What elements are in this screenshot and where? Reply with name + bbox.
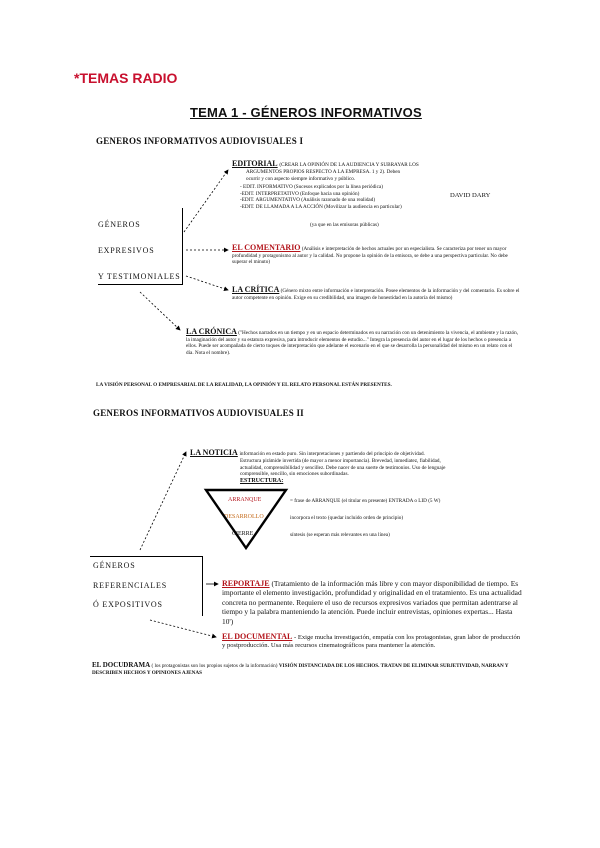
noticia-title: LA NOTICIA	[190, 448, 238, 457]
editorial-item: -EDIT. INTERPRETATIVO (Enfoque hacia una opinión)	[240, 190, 360, 197]
tri-desc-2: incorpora el texto (quedar incluido orden de principio)	[290, 515, 404, 521]
section1-label-1: GÉNEROS	[98, 220, 141, 229]
editorial-item: -EDIT. DE LLAMADA A LA ACCIÓN (Movilizar la audiencia en particular)	[240, 203, 402, 210]
section2-heading: GENEROS INFORMATIVOS AUDIOVISUALES II	[93, 408, 304, 418]
reportaje-text: (Tratamiento de la información más libre y con mayor disponibilidad de tiempo. Es importante el elemento investigación, profundidad y originalidad en el tratamiento. Es una actualidad concreta no permanente. Requiere el uso de recursos expresivos variados que permitan adentrarse al tiempo y la palabra manteniendo la atención. Puede incluir entrevistas, opiniones expertas... Hasta 10')	[222, 579, 522, 626]
noticia-line1: información en estado puro. Sin interpretaciones y partiendo del principio de objetividad.	[239, 451, 425, 457]
editorial-author: DAVID DARY	[450, 192, 491, 199]
arrow-cronica	[140, 292, 180, 330]
noticia-line2: Estructura pirámide invertida (de mayor a menor importancia). Brevedad, inmediatez, fiabilidad,	[240, 458, 441, 465]
documental-title: EL DOCUMENTAL	[222, 632, 293, 641]
editorial-item: - EDIT. INFORMATIVO (Sucesos explicados por la línea periódica)	[240, 184, 383, 190]
section1-closing: LA VISIÓN PERSONAL O EMPRESARIAL DE LA REALIDAD, LA OPINIÓN Y EL RELATO PERSONAL ESTÁN PRESENTES.	[96, 382, 392, 388]
docudrama-closing: VISIÓN DISTANCIADA DE LOS HECHOS. TRATAN DE ELIMINAR SUBJETIVIDAD, NARRAN Y DESCRIBEN HECHOS Y OPINIONES AJENAS	[92, 663, 509, 676]
editorial-line1: (CREAR LA OPINIÓN DE LA AUDIENCIA Y SUBRAYAR LOS	[279, 162, 419, 168]
tri-label-cierre: CIERRE	[232, 531, 254, 537]
section2-label-2: REFERENCIALES	[93, 581, 167, 590]
docudrama-title: EL DOCUDRAMA	[92, 661, 151, 669]
tri-label-arranque: ARRANQUE	[228, 497, 262, 503]
critica-text: (Género mixto entre información e interpretación. Posee elementos de la información y del comentario. Es sobre el autor competente en opinión. Exige en su credibilidad, una imagen de honestidad en la autoría del mismo)	[232, 288, 520, 301]
editorial-title: EDITORIAL	[232, 159, 278, 168]
editorial-line2: ARGUMENTOS PROPIOS RESPECTO A LA EMPRESA. 1 y 2). Deben	[246, 169, 401, 176]
arrow-editorial	[184, 170, 228, 232]
noticia-structure-label: ESTRUCTURA:	[240, 477, 284, 484]
docudrama-text: ( los protagonistas son los propios sujetos de la información)	[151, 663, 278, 669]
cronica-text: ("Hechos narrados en un tiempo y en un espacio determinados en su narración con un detenimiento la vivencia, el ambiente y la razón, la imaginación del autor y su estatura expresiva, para introducir elementos de estudio..." Integra la presencia del autor en el lugar de los hechos o presencia a ellos. Puede ser acompañada de cierto toques de interpretación que adelante el escenario en el que se desarrolla la personalidad del mismo en un relato con el día. Nota el nombre).	[186, 330, 519, 356]
tema-title: TEMA 1 - GÉNEROS INFORMATIVOS	[190, 105, 422, 120]
section1-heading: GENEROS INFORMATIVOS AUDIOVISUALES I	[96, 136, 304, 146]
inverted-pyramid	[206, 490, 286, 548]
tri-desc-1: = frase de ARRANQUE (el titular en presente) ENTRADA o LID (5 W)	[290, 498, 441, 504]
cronica-title: LA CRÓNICA	[186, 327, 237, 336]
tri-desc-3: síntesis (se esperan más relevantes en una línea)	[290, 532, 390, 538]
section1-label-3: Y TESTIMONIALES	[98, 272, 181, 281]
noticia-line4: comprensible, sencillo, sin emociones subordinadas.	[240, 471, 349, 478]
section2-label-3: Ó EXPOSITIVOS	[93, 600, 163, 609]
comentario-title: EL COMENTARIO	[232, 243, 301, 252]
editorial-footnote: (ya que en las emisoras públicas)	[310, 222, 379, 228]
header-title: *TEMAS RADIO	[74, 70, 178, 86]
documental-text: - Exige mucha investigación, empatía con los protagonistas, gran labor de producción y postproducción. Usa más recursos cinematográficos para mantener la atención.	[222, 634, 521, 650]
noticia-line3: actualidad, comprensibilidad y sencillez. Debe nacer de una suerte de testimonios. Uso de lenguaje	[240, 464, 446, 471]
critica-title: LA CRÍTICA	[232, 285, 280, 294]
arrow-documental	[150, 620, 216, 637]
editorial-line3: ocurrir y con aspecto siempre informativo y público.	[246, 175, 356, 182]
section2-label-1: GÉNEROS	[93, 561, 136, 570]
reportaje-title: REPORTAJE	[222, 579, 270, 588]
arrow-critica	[186, 276, 228, 290]
arrow-noticia	[140, 452, 186, 550]
tri-label-desarrollo: DESARROLLO	[224, 514, 264, 520]
comentario-text: (Análisis e interpretación de hechos actuales por un especialista. Se caracteriza por tener un mayor profundidad y protagonismo al autor y la calidad. No propone la opinión de la emisora, se debe a una perspectiva particular. No debe superar el minuto)	[232, 246, 508, 266]
editorial-item: -EDIT. ARGUMENTATIVO (Análisis razonado de una realidad)	[240, 197, 376, 204]
section1-label-2: EXPRESIVOS	[98, 246, 155, 255]
